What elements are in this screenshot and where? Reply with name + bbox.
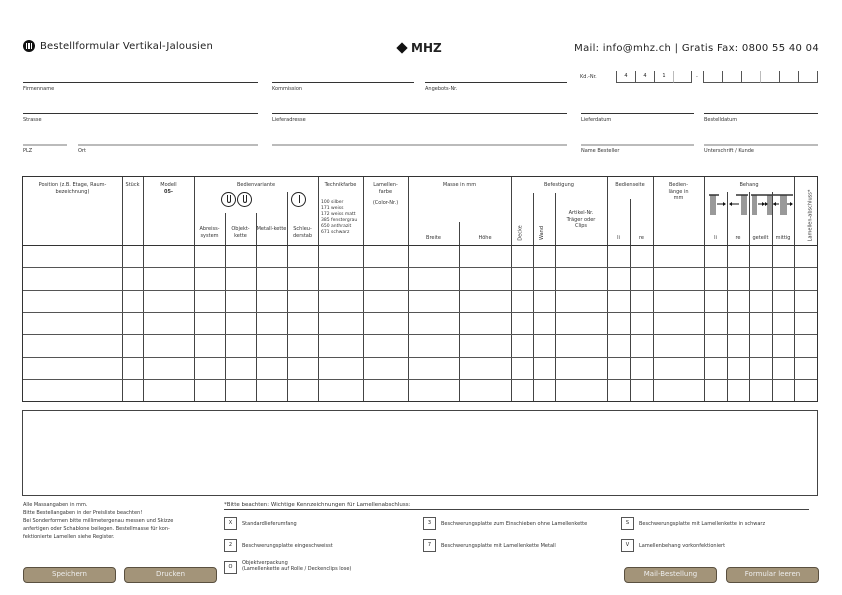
- divider: [630, 199, 631, 245]
- kd-nr-digit[interactable]: [779, 71, 798, 83]
- name-besteller-label: Name Besteller: [581, 148, 620, 154]
- lieferdatum-input[interactable]: [581, 113, 694, 114]
- clear-form-button[interactable]: Formular leeren: [726, 567, 819, 583]
- col-hoehe: Höhe: [478, 235, 492, 241]
- table-row[interactable]: [23, 290, 817, 312]
- firmenname-input[interactable]: [23, 82, 258, 83]
- order-table: [22, 176, 818, 402]
- divider: [555, 193, 556, 245]
- code-box: X: [224, 517, 237, 530]
- schleuderstab-icon: [291, 192, 306, 207]
- col-decke: Decke: [517, 225, 524, 241]
- col-technikfarbe: Technikfarbe: [324, 182, 357, 188]
- kd-nr-digit[interactable]: [760, 71, 779, 83]
- col-behang: Behang: [739, 182, 759, 188]
- contact-info: Mail: info@mhz.ch | Gratis Fax: 0800 55 40 04: [574, 43, 819, 54]
- col-modell: Modell: [160, 182, 177, 188]
- behang-mittig-icon: [773, 195, 793, 215]
- kd-nr-digit[interactable]: 1: [654, 71, 673, 83]
- col-lamellenfarbe: Lamellen-farbe: [373, 182, 398, 195]
- diamond-icon: [396, 42, 407, 53]
- color-nr: (Color-Nr.): [372, 200, 399, 206]
- print-button[interactable]: Drucken: [124, 567, 217, 583]
- strasse-label: Strasse: [23, 117, 42, 123]
- title-text: Bestellformular Vertikal-Jalousien: [40, 40, 214, 52]
- col-metall: Metall-kette: [256, 226, 287, 232]
- kd-nr-label: Kd.-Nr.: [580, 74, 597, 80]
- code-label: Standardlieferumfang: [242, 521, 297, 527]
- divider: [225, 213, 226, 245]
- code-label-line: (Lamellenkette auf Rolle / Deckenclips lose): [242, 566, 352, 572]
- note-line: Bei Sonderformen bitte millimetergenau messen und Skizze: [23, 518, 174, 524]
- form-title: [23, 40, 213, 52]
- table-row[interactable]: [23, 379, 817, 401]
- plz-label: PLZ: [23, 148, 33, 154]
- kd-nr-digit[interactable]: [673, 71, 692, 83]
- lieferadresse-input[interactable]: [272, 113, 567, 114]
- bestelldatum-label: Bestelldatum: [704, 117, 738, 123]
- column-divider: [704, 177, 705, 245]
- technikfarben-list: [321, 200, 357, 236]
- notes-textarea[interactable]: [22, 410, 818, 496]
- firmenname-label: Firmenname: [23, 86, 55, 92]
- code-box: 3: [423, 517, 436, 530]
- table-row[interactable]: [23, 334, 817, 356]
- column-divider: [122, 177, 123, 245]
- strasse-input[interactable]: [23, 113, 258, 114]
- code-label: Beschwerungsplatte mit Lamellenkette in schwarz: [639, 521, 766, 527]
- brand-logo: [398, 41, 442, 55]
- note-line: fektionierte Lamellen siehe Register.: [23, 534, 115, 540]
- plz-input[interactable]: [23, 144, 67, 146]
- mail-order-button[interactable]: Mail-Bestellung: [624, 567, 717, 583]
- col-wand: Wand: [539, 225, 546, 241]
- divider: [459, 222, 460, 245]
- col-abreiss: Abreiss-system: [199, 226, 220, 239]
- behang-geteilt: geteilt: [752, 235, 769, 241]
- kd-nr-digit[interactable]: 4: [635, 71, 654, 83]
- code-label: Lamellenbehang vorkonfektioniert: [639, 543, 726, 549]
- code-label: Beschwerungsplatte mit Lamellenkette Metall: [441, 543, 556, 549]
- column-divider: [511, 177, 512, 245]
- note-line: Alle Massangaben in mm.: [23, 502, 88, 508]
- footer-notes: [23, 501, 173, 541]
- divider: [749, 192, 750, 245]
- col-objekt: Objekt-kette: [231, 226, 250, 239]
- behang-geteilt-icon: [751, 195, 773, 215]
- kommission-input[interactable]: [272, 82, 414, 83]
- ort-label: Ort: [78, 148, 86, 154]
- code-label-line: Objektverpackung: [242, 560, 288, 566]
- unterschrift-input[interactable]: [704, 144, 818, 146]
- column-divider: [408, 177, 409, 245]
- note-line: anfertigen oder Schablone beilegen. Bestellmasse für kon-: [23, 526, 170, 532]
- col-masse: Masse in mm: [442, 182, 477, 188]
- col-artikel: Artikel-Nr. Träger oder Clips: [566, 210, 596, 229]
- behang-re: re: [735, 235, 741, 241]
- code-box: 2: [224, 539, 237, 552]
- codes-title: *Bitte beachten: Wichtige Kennzeichnungen für Lamellenabschluss:: [224, 501, 809, 510]
- technikfarbe-item: 671 schwarz: [321, 230, 350, 235]
- behang-icons: [707, 192, 793, 218]
- behang-li: li: [714, 235, 717, 241]
- col-stueck: Stück: [125, 182, 140, 188]
- col-breite: Breite: [426, 235, 441, 241]
- divider: [772, 192, 773, 245]
- code-label: [242, 560, 351, 572]
- divider: [287, 192, 288, 245]
- column-divider: [794, 177, 795, 245]
- kd-nr-digit[interactable]: [703, 71, 722, 83]
- column-divider: [318, 177, 319, 245]
- code-box: O: [224, 561, 237, 574]
- modell-prefix: 05-: [163, 189, 174, 195]
- lieferadresse-label: Lieferadresse: [272, 117, 306, 123]
- col-befestigung: Befestigung: [544, 182, 574, 188]
- code-label: Beschwerungsplatte eingeschweisst: [242, 543, 333, 549]
- abreiss-system-icon: [221, 192, 236, 207]
- brand-text: MHZ: [411, 41, 442, 55]
- col-schleuder: Schleu-derstab: [292, 226, 313, 239]
- col-lamellenabschluss: Lamellen-abschluss*: [807, 189, 814, 242]
- table-row[interactable]: [23, 267, 817, 289]
- column-divider: [653, 177, 654, 245]
- bestelldatum-input[interactable]: [704, 113, 818, 114]
- technikfarbe-item: 172 weiss matt: [321, 212, 356, 217]
- name-besteller-input[interactable]: [581, 144, 694, 146]
- behang-li-icon: [709, 195, 726, 215]
- technikfarbe-item: 385 fenstergrau: [321, 218, 358, 223]
- technikfarbe-item: 100 silber: [321, 200, 344, 205]
- kd-nr-digit[interactable]: [798, 71, 818, 83]
- objekt-kette-icon: [237, 192, 252, 207]
- lieferdatum-label: Lieferdatum: [581, 117, 612, 123]
- divider: [533, 193, 534, 245]
- divider: [256, 213, 257, 245]
- col-bedienvariante: Bedienvariante: [236, 182, 276, 188]
- kommission-label: Kommission: [272, 86, 303, 92]
- column-divider: [363, 177, 364, 245]
- behang-mittig: mittig: [775, 235, 791, 241]
- bedienseite-re: re: [638, 235, 645, 241]
- angebots-nr-input[interactable]: [425, 82, 567, 83]
- lieferadresse-line2-input[interactable]: [272, 144, 567, 146]
- ort-input[interactable]: [78, 144, 258, 146]
- code-box: S: [621, 517, 634, 530]
- kd-nr-digit[interactable]: [741, 71, 760, 83]
- code-label: Beschwerungsplatte zum Einschieben ohne Lamellenkette: [441, 521, 588, 527]
- note-line: Bitte Bestellangaben in der Preisliste beachten!: [23, 510, 143, 516]
- technikfarbe-item: 171 weiss: [321, 206, 344, 211]
- table-row[interactable]: [23, 312, 817, 334]
- kd-nr-digit[interactable]: 4: [616, 71, 635, 83]
- kd-nr-digit[interactable]: [722, 71, 741, 83]
- table-row[interactable]: [23, 357, 817, 379]
- col-bedienlaenge: Bedien-länge in mm: [668, 182, 689, 201]
- bedienseite-li: li: [617, 235, 620, 241]
- code-box: V: [621, 539, 634, 552]
- angebots-nr-label: Angebots-Nr.: [425, 86, 458, 92]
- column-divider: [143, 177, 144, 245]
- save-button[interactable]: Speichern: [23, 567, 116, 583]
- table-row[interactable]: [23, 245, 817, 267]
- unterschrift-label: Unterschrift / Kunde: [704, 148, 755, 154]
- code-box: 7: [423, 539, 436, 552]
- logo-icon: [23, 40, 35, 52]
- technikfarbe-item: 650 anthrazit: [321, 224, 352, 229]
- divider: [727, 192, 728, 245]
- kd-nr-dash: -: [696, 74, 698, 80]
- col-position: Position (z.B. Etage, Raum-bezeichnung): [38, 182, 107, 195]
- col-bedienseite: Bedienseite: [615, 182, 645, 188]
- behang-re-icon: [729, 195, 748, 215]
- column-divider: [607, 177, 608, 245]
- column-divider: [194, 177, 195, 245]
